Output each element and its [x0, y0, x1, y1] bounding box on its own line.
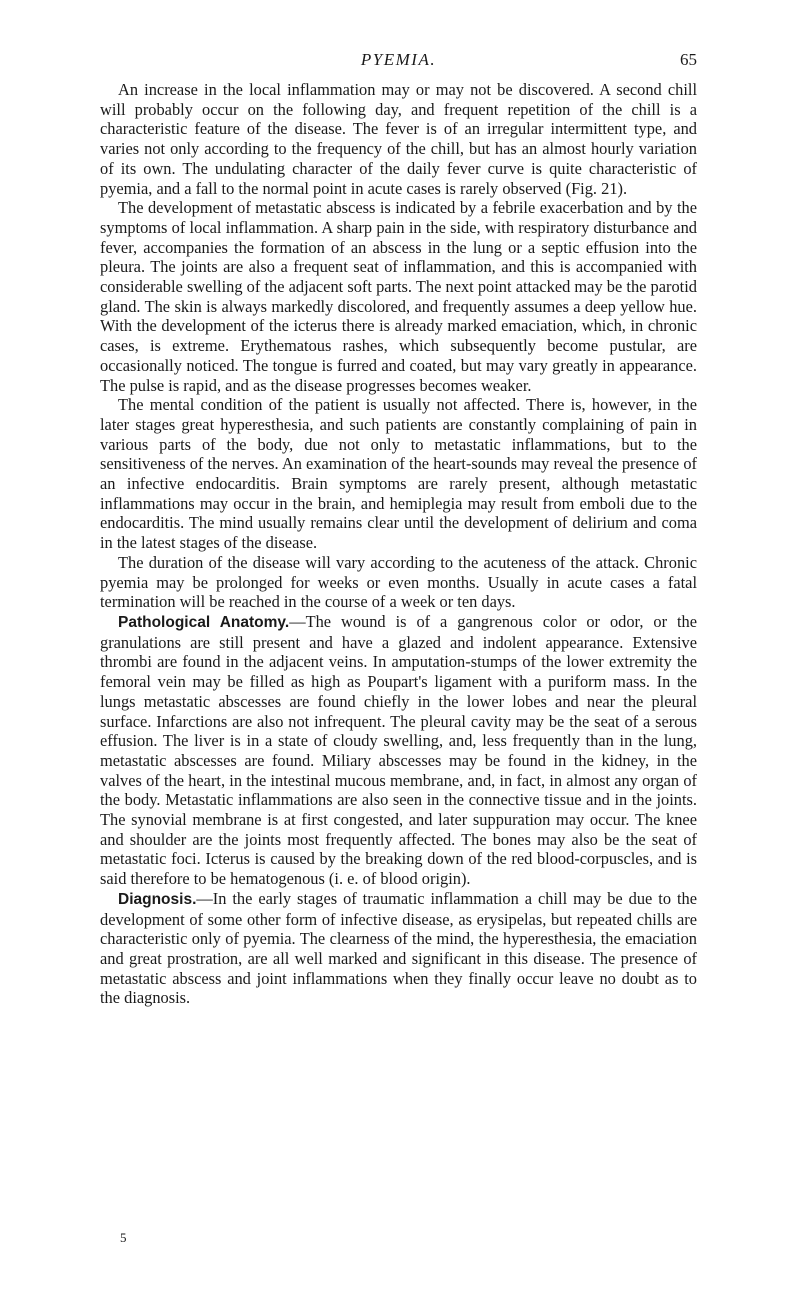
- paragraph-text: The mental condition of the patient is usually not affected. There is, however, in the later stages great hyperesthesia, and such patients are constantly complaining of pain in various parts of the body, due not only to metastatic inflammations, but to the sensitiveness of the nerves. An examination of the heart-sounds may reveal the presence of an infective endocarditis. Brain symptoms are rarely present, although metastatic inflammations may occur in the brain, and hemiplegia may result from emboli due to the endocarditis. The mind usually remains clear until the development of delirium and coma in the latest stages of the disease.: [100, 395, 697, 553]
- page-number: 65: [680, 50, 697, 69]
- paragraph-text: An increase in the local inflammation may or may not be discovered. A second chill will probably occur on the following day, and frequent repetition of the chill is a characteristic feature of the disease. The fever is of an irregular intermittent type, and varies not only according to the frequency of the chill, but has an almost hourly variation of its own. The undulating character of the daily fever curve is quite characteristic of pyemia, and a fall to the normal point in acute cases is rarely observed (Fig. 21).: [100, 80, 697, 198]
- paragraph-symptoms-chill: [100, 80, 697, 198]
- paragraph-duration: [100, 553, 697, 612]
- paragraph-metastatic-abscess: [100, 198, 697, 395]
- paragraph-text: The development of metastatic abscess is indicated by a febrile exacerbation and by the symptoms of local inflammation. A sharp pain in the side, with respiratory disturbance and fever, accompanies the formation of an abscess in the lung or a septic effusion into the pleura. The joints are also a frequent seat of inflammation, and this is accompanied with considerable swelling of the adjacent soft parts. The next point attacked may be the parotid gland. The skin is always markedly discolored, and frequently assumes a deep yellow hue. With the development of the icterus there is already marked emaciation, which, in chronic cases, is extreme. Erythematous rashes, which subsequently become pustular, are occasionally noticed. The tongue is furred and coated, but may vary greatly in appearance. The pulse is rapid, and as the disease progresses becomes weaker.: [100, 198, 697, 395]
- paragraph-diagnosis: [100, 889, 697, 1008]
- section-heading-diagnosis: Diagnosis.: [118, 890, 197, 908]
- running-title: PYEMIA.: [360, 50, 437, 69]
- section-heading-pathological-anatomy: Pathological Anatomy.: [118, 613, 290, 631]
- paragraph-pathological-anatomy: [100, 612, 697, 889]
- paragraph-text: —In the early stages of traumatic inflammation a chill may be due to the development of some other form of infective disease, as erysipelas, but repeated chills are characteristic only of pyemia. The clearness of the mind, the hyperesthesia, the emaciation and great prostration, are all well marked and significant in this disease. The presence of metastatic abscess and joint inflammations when they finally occur leave no doubt as to the diagnosis.: [100, 888, 697, 1008]
- body-text: [100, 80, 697, 1008]
- signature-mark: 5: [120, 1230, 127, 1245]
- paragraph-text: The duration of the disease will vary according to the acuteness of the attack. Chronic pyemia may be prolonged for weeks or even months. Usually in acute cases a fatal termination will be reached in the course of a week or ten days.: [100, 552, 697, 612]
- paragraph-mental-condition: [100, 395, 697, 553]
- page-header: [100, 50, 697, 78]
- paragraph-text: —The wound is of a gangrenous color or odor, or the granulations are still present and have a glazed and indolent appearance. Extensive thrombi are found in the adjacent veins. In amputation-stumps of the lower extremity the femoral vein may be filled as high as Poupart's ligament with a puriform mass. In the lungs metastatic abscesses are found chiefly in the lower lobes and near the pleural surface. Infarctions are also not infrequent. The pleural cavity may be the seat of a serous effusion. The liver is in a state of cloudy swelling, and, less frequently than in the lung, metastatic abscesses are found. Miliary abscesses may be found in the kidney, in the valves of the heart, in the intestinal mucous membrane, and, in fact, in almost any organ of the body. Metastatic inflammations are also seen in the connective tissue and in the joints. The synovial membrane is at first congested, and later suppuration may occur. The knee and shoulder are the joints most frequently affected. The bones may also be the seat of metastatic foci. Icterus is caused by the breaking down of the red blood-corpuscles, and is said therefore to be hematogenous (i. e. of blood origin).: [100, 611, 697, 889]
